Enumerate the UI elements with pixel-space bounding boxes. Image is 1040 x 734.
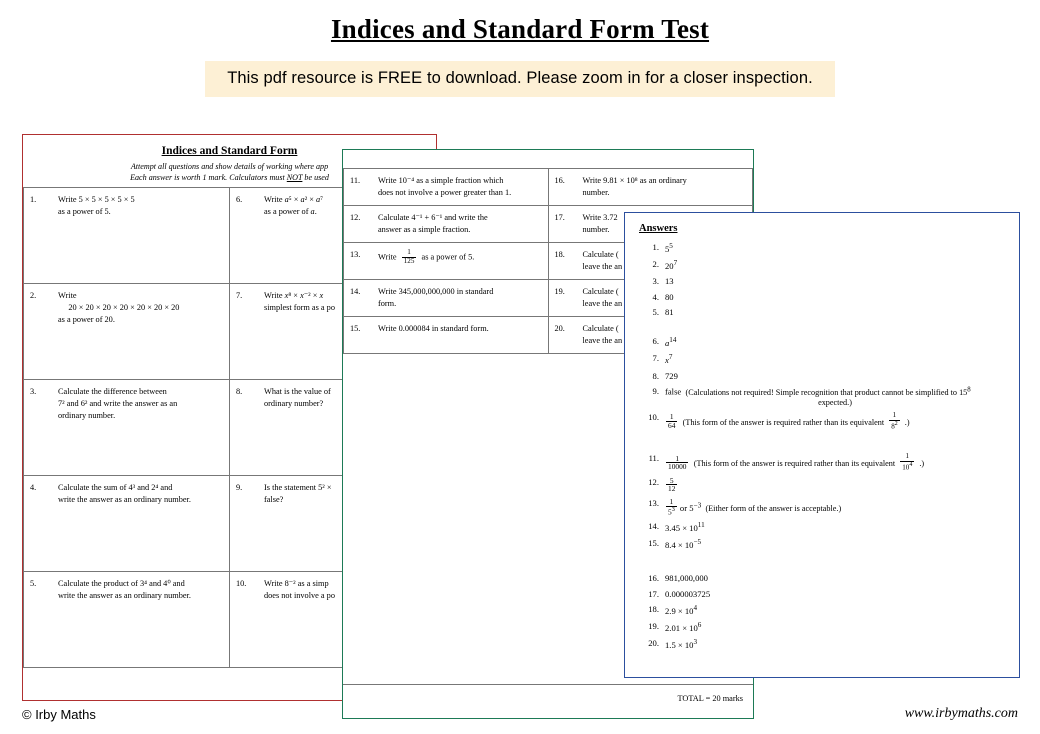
question-body[interactable]: Write 0.000084 in standard form. — [372, 317, 548, 354]
answer-index: 12. — [648, 476, 659, 487]
instruction-line-1: Attempt all questions and show details of working where app — [130, 162, 329, 171]
list-item — [625, 371, 1019, 381]
list-spacer — [625, 435, 1019, 448]
question-body[interactable]: Write 345,000,000,000 in standard form. — [372, 280, 548, 317]
answer-value: $20^7$ — [665, 259, 678, 272]
answer-index: 8. — [652, 370, 659, 381]
question-body[interactable]: Calculate ( leave the an — [577, 243, 753, 280]
answer-index: 15. — [648, 538, 659, 549]
answer-index: 13. — [648, 498, 659, 509]
list-item — [625, 538, 1019, 550]
question-body[interactable]: Write 9.81 × 10⁸ as an ordinary number. — [577, 169, 753, 206]
answer-value: 13 — [665, 276, 674, 287]
answer-index: 6. — [652, 336, 659, 347]
answers-list — [625, 242, 1019, 651]
list-item — [625, 307, 1019, 317]
total-marks-bar — [343, 684, 753, 718]
question-number: 14. — [344, 280, 373, 317]
question-number: 17. — [548, 206, 577, 243]
list-item — [625, 242, 1019, 254]
list-item — [625, 498, 1019, 516]
question-number: 11. — [344, 169, 373, 206]
question-body[interactable]: Write a⁵ × a² × a⁷ as a power of a. — [258, 188, 436, 284]
list-item — [625, 292, 1019, 302]
answers-page[interactable] — [624, 212, 1020, 678]
list-spacer — [625, 322, 1019, 331]
question-number: 19. — [548, 280, 577, 317]
answer-index: 18. — [648, 604, 659, 615]
question-number: 8. — [230, 380, 259, 476]
answer-value: 80 — [665, 291, 674, 302]
answer-index: 10. — [648, 412, 659, 423]
list-item — [625, 276, 1019, 286]
question-number: 4. — [24, 476, 53, 572]
question-body[interactable]: Write 20 × 20 × 20 × 20 × 20 × 20 × 20 as a power of 20. — [52, 284, 230, 380]
answer-index: 7. — [652, 353, 659, 364]
answer-index: 4. — [652, 291, 659, 302]
answer-value: 81 — [665, 306, 674, 317]
answer-index: 16. — [648, 573, 659, 584]
list-item — [625, 604, 1019, 616]
free-download-notice: This pdf resource is FREE to download. Please zoom in for a closer inspection. — [205, 61, 835, 97]
answer-value: $8.4 \times 10^{-5}$ — [665, 538, 702, 551]
question-number: 5. — [24, 572, 53, 668]
question-number: 2. — [24, 284, 53, 380]
question-body[interactable]: Calculate the product of 3⁴ and 4⁰ and write the answer as an ordinary number. — [52, 572, 230, 668]
website-footer[interactable]: www.irbymaths.com — [904, 706, 1018, 721]
copyright-footer: © Irby Maths — [22, 707, 96, 722]
answer-value: $\frac{5}{12}$ — [668, 475, 676, 494]
list-item — [625, 412, 1019, 430]
answer-index: 3. — [652, 276, 659, 287]
answer-value: $5^5$ — [665, 242, 673, 254]
table-row — [344, 169, 753, 206]
answer-value: $\frac{1}{64}$ (This form of the answer is required rather than its equivalent $\frac{1}{8^2}$ .) — [668, 411, 910, 431]
answer-index: 2. — [652, 259, 659, 270]
answer-value: $\frac{1}{10000}$ (This form of the answer is required rather than its equivalent $\frac{1}{10^4}$ .) — [668, 452, 925, 472]
answer-index: 14. — [648, 521, 659, 532]
instruction-line-2: Each answer is worth 1 mark. Calculators must NOT be used — [130, 172, 329, 182]
question-body[interactable]: What is the value of ordinary number? — [258, 380, 436, 476]
answer-value: $x^7$ — [665, 353, 673, 366]
answer-index: 5. — [652, 306, 659, 317]
question-body[interactable]: Write x⁸ × x⁻² × x simplest form as a po — [258, 284, 436, 380]
list-item — [625, 638, 1019, 650]
question-body[interactable]: Write 3.72 number. — [577, 206, 753, 243]
question-number: 7. — [230, 284, 259, 380]
question-body[interactable]: Calculate the difference between 7² and 6² and write the answer as an ordinary number. — [52, 380, 230, 476]
list-spacer — [625, 555, 1019, 568]
fraction-one-over-125: $\frac{1}{125}$ — [403, 248, 415, 265]
answer-index: 11. — [648, 453, 659, 464]
question-body[interactable]: Calculate ( leave the an — [577, 280, 753, 317]
question-body[interactable]: Is the statement 5² × false? — [258, 476, 436, 572]
question-body[interactable]: Calculate 4⁻¹ + 6⁻¹ and write the answer as a simple fraction. — [372, 206, 548, 243]
question-number: 6. — [230, 188, 259, 284]
worksheet-title: Indices and Standard Form — [161, 145, 298, 157]
answer-index: 9. — [652, 385, 659, 396]
question-number: 3. — [24, 380, 53, 476]
question-number: 9. — [230, 476, 259, 572]
answer-index: 1. — [652, 242, 659, 252]
list-item — [625, 573, 1019, 583]
answer-value: 729 — [665, 370, 678, 381]
answer-value: $2.9 \times 10^4$ — [665, 604, 698, 616]
list-item — [625, 589, 1019, 599]
question-number: 10. — [230, 572, 259, 668]
notice-banner-wrap — [0, 61, 1040, 97]
list-item — [625, 386, 1019, 407]
answer-index: 20. — [648, 638, 659, 649]
answer-value: $a^{14}$ — [665, 336, 677, 349]
answer-index: 17. — [648, 588, 659, 599]
answer-value: $3.45 \times 10^{11}$ — [665, 521, 705, 533]
answer-value: 0.000003725 — [665, 588, 711, 599]
question-body[interactable]: Write 10⁻⁴ as a simple fraction which does not involve a power greater than 1. — [372, 169, 548, 206]
answer-value: $2.01 \times 10^6$ — [665, 621, 702, 634]
answer-value: 981,000,000 — [665, 573, 708, 584]
question-number: 1. — [24, 188, 53, 284]
question-body[interactable]: Write 8⁻² as a simp does not involve a po — [258, 572, 436, 668]
question-body[interactable]: Write 5 × 5 × 5 × 5 × 5 as a power of 5. — [52, 188, 230, 284]
total-marks-text: TOTAL = 20 marks — [677, 694, 743, 703]
answer-value: false (Calculations not required! Simple recognition that product cannot be simplified to $15^8$ expected.) — [665, 385, 971, 407]
question-body[interactable]: Calculate ( leave the an — [577, 317, 753, 354]
list-item — [625, 353, 1019, 365]
answers-title: Answers — [639, 223, 678, 234]
question-number: 12. — [344, 206, 373, 243]
list-item — [625, 521, 1019, 533]
list-item — [625, 336, 1019, 348]
question-body[interactable]: Write $\frac{1}{125}$ as a power of 5. — [372, 243, 548, 280]
list-item — [625, 621, 1019, 633]
question-number: 15. — [344, 317, 373, 354]
answer-value: $\frac{1}{5^3}$ or $5^{-3}$ (Either form of the answer is acceptable.) — [668, 497, 842, 517]
question-number: 13. — [344, 243, 373, 280]
list-item — [625, 453, 1019, 471]
page-title: Indices and Standard Form Test — [330, 14, 710, 44]
question-number: 16. — [548, 169, 577, 206]
question-body[interactable]: Calculate the sum of 4³ and 2⁴ and write the answer as an ordinary number. — [52, 476, 230, 572]
question-number: 20. — [548, 317, 577, 354]
question-number: 18. — [548, 243, 577, 280]
answer-index: 19. — [648, 621, 659, 632]
list-item — [625, 477, 1019, 494]
list-item — [625, 259, 1019, 271]
answer-value: $1.5 \times 10^3$ — [665, 638, 698, 651]
